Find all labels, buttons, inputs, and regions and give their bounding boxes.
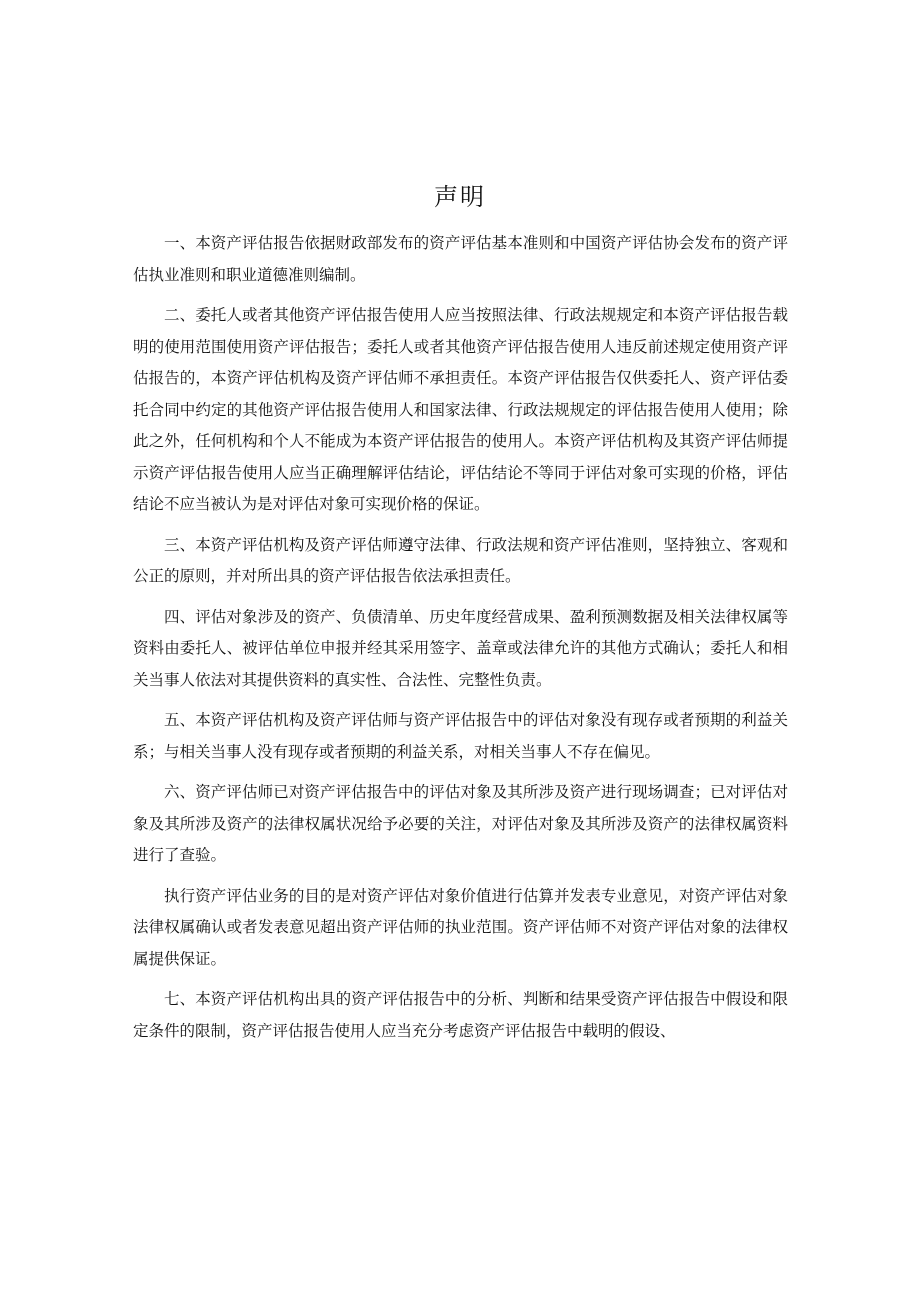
paragraph-8: 七、本资产评估机构出具的资产评估报告中的分析、判断和结果受资产评估报告中假设和限定条件的限制，资产评估报告使用人应当充分考虑资产评估报告中载明的假设、 bbox=[133, 990, 788, 1040]
paragraph-5: 五、本资产评估机构及资产评估师与资产评估报告中的评估对象没有现存或者预期的利益关系；与相关当事人没有现存或者预期的利益关系，对相关当事人不存在偏见。 bbox=[133, 711, 788, 761]
paragraph-4: 四、评估对象涉及的资产、负债清单、历史年度经营成果、盈利预测数据及相关法律权属等资料由委托人、被评估单位申报并经其采用签字、盖章或法律允许的其他方式确认；委托人和相关当事人依法对其提供资料的真实性、合法性、完整性负责。 bbox=[133, 607, 788, 689]
paragraph-1: 一、本资产评估报告依据财政部发布的资产评估基本准则和中国资产评估协会发布的资产评估执业准则和职业道德准则编制。 bbox=[133, 234, 788, 284]
statement-body bbox=[133, 228, 788, 1056]
paragraph-2: 二、委托人或者其他资产评估报告使用人应当按照法律、行政法规规定和本资产评估报告载明的使用范围使用资产评估报告；委托人或者其他资产评估报告使用人违反前述规定使用资产评估报告的，本资产评估机构及资产评估师不承担责任。本资产评估报告仅供委托人、资产评估委托合同中约定的其他资产评估报告使用人和国家法律、行政法规规定的评估报告使用人使用；除此之外，任何机构和个人不能成为本资产评估报告的使用人。本资产评估机构及其资产评估师提示资产评估报告使用人应当正确理解评估结论，评估结论不等同于评估对象可实现的价格，评估结论不应当被认为是对评估对象可实现价格的保证。 bbox=[133, 306, 788, 513]
paragraph-7: 执行资产评估业务的目的是对资产评估对象价值进行估算并发表专业意见，对资产评估对象法律权属确认或者发表意见超出资产评估师的执业范围。资产评估师不对资产评估对象的法律权属提供保证。 bbox=[133, 886, 788, 968]
page-title: 声明 bbox=[434, 183, 486, 211]
paragraph-6: 六、资产评估师已对资产评估报告中的评估对象及其所涉及资产进行现场调查；已对评估对象及其所涉及资产的法律权属状况给予必要的关注，对评估对象及其所涉及资产的法律权属资料进行了查验。 bbox=[133, 783, 788, 864]
paragraph-3: 三、本资产评估机构及资产评估师遵守法律、行政法规和资产评估准则，坚持独立、客观和公正的原则，并对所出具的资产评估报告依法承担责任。 bbox=[133, 535, 788, 585]
